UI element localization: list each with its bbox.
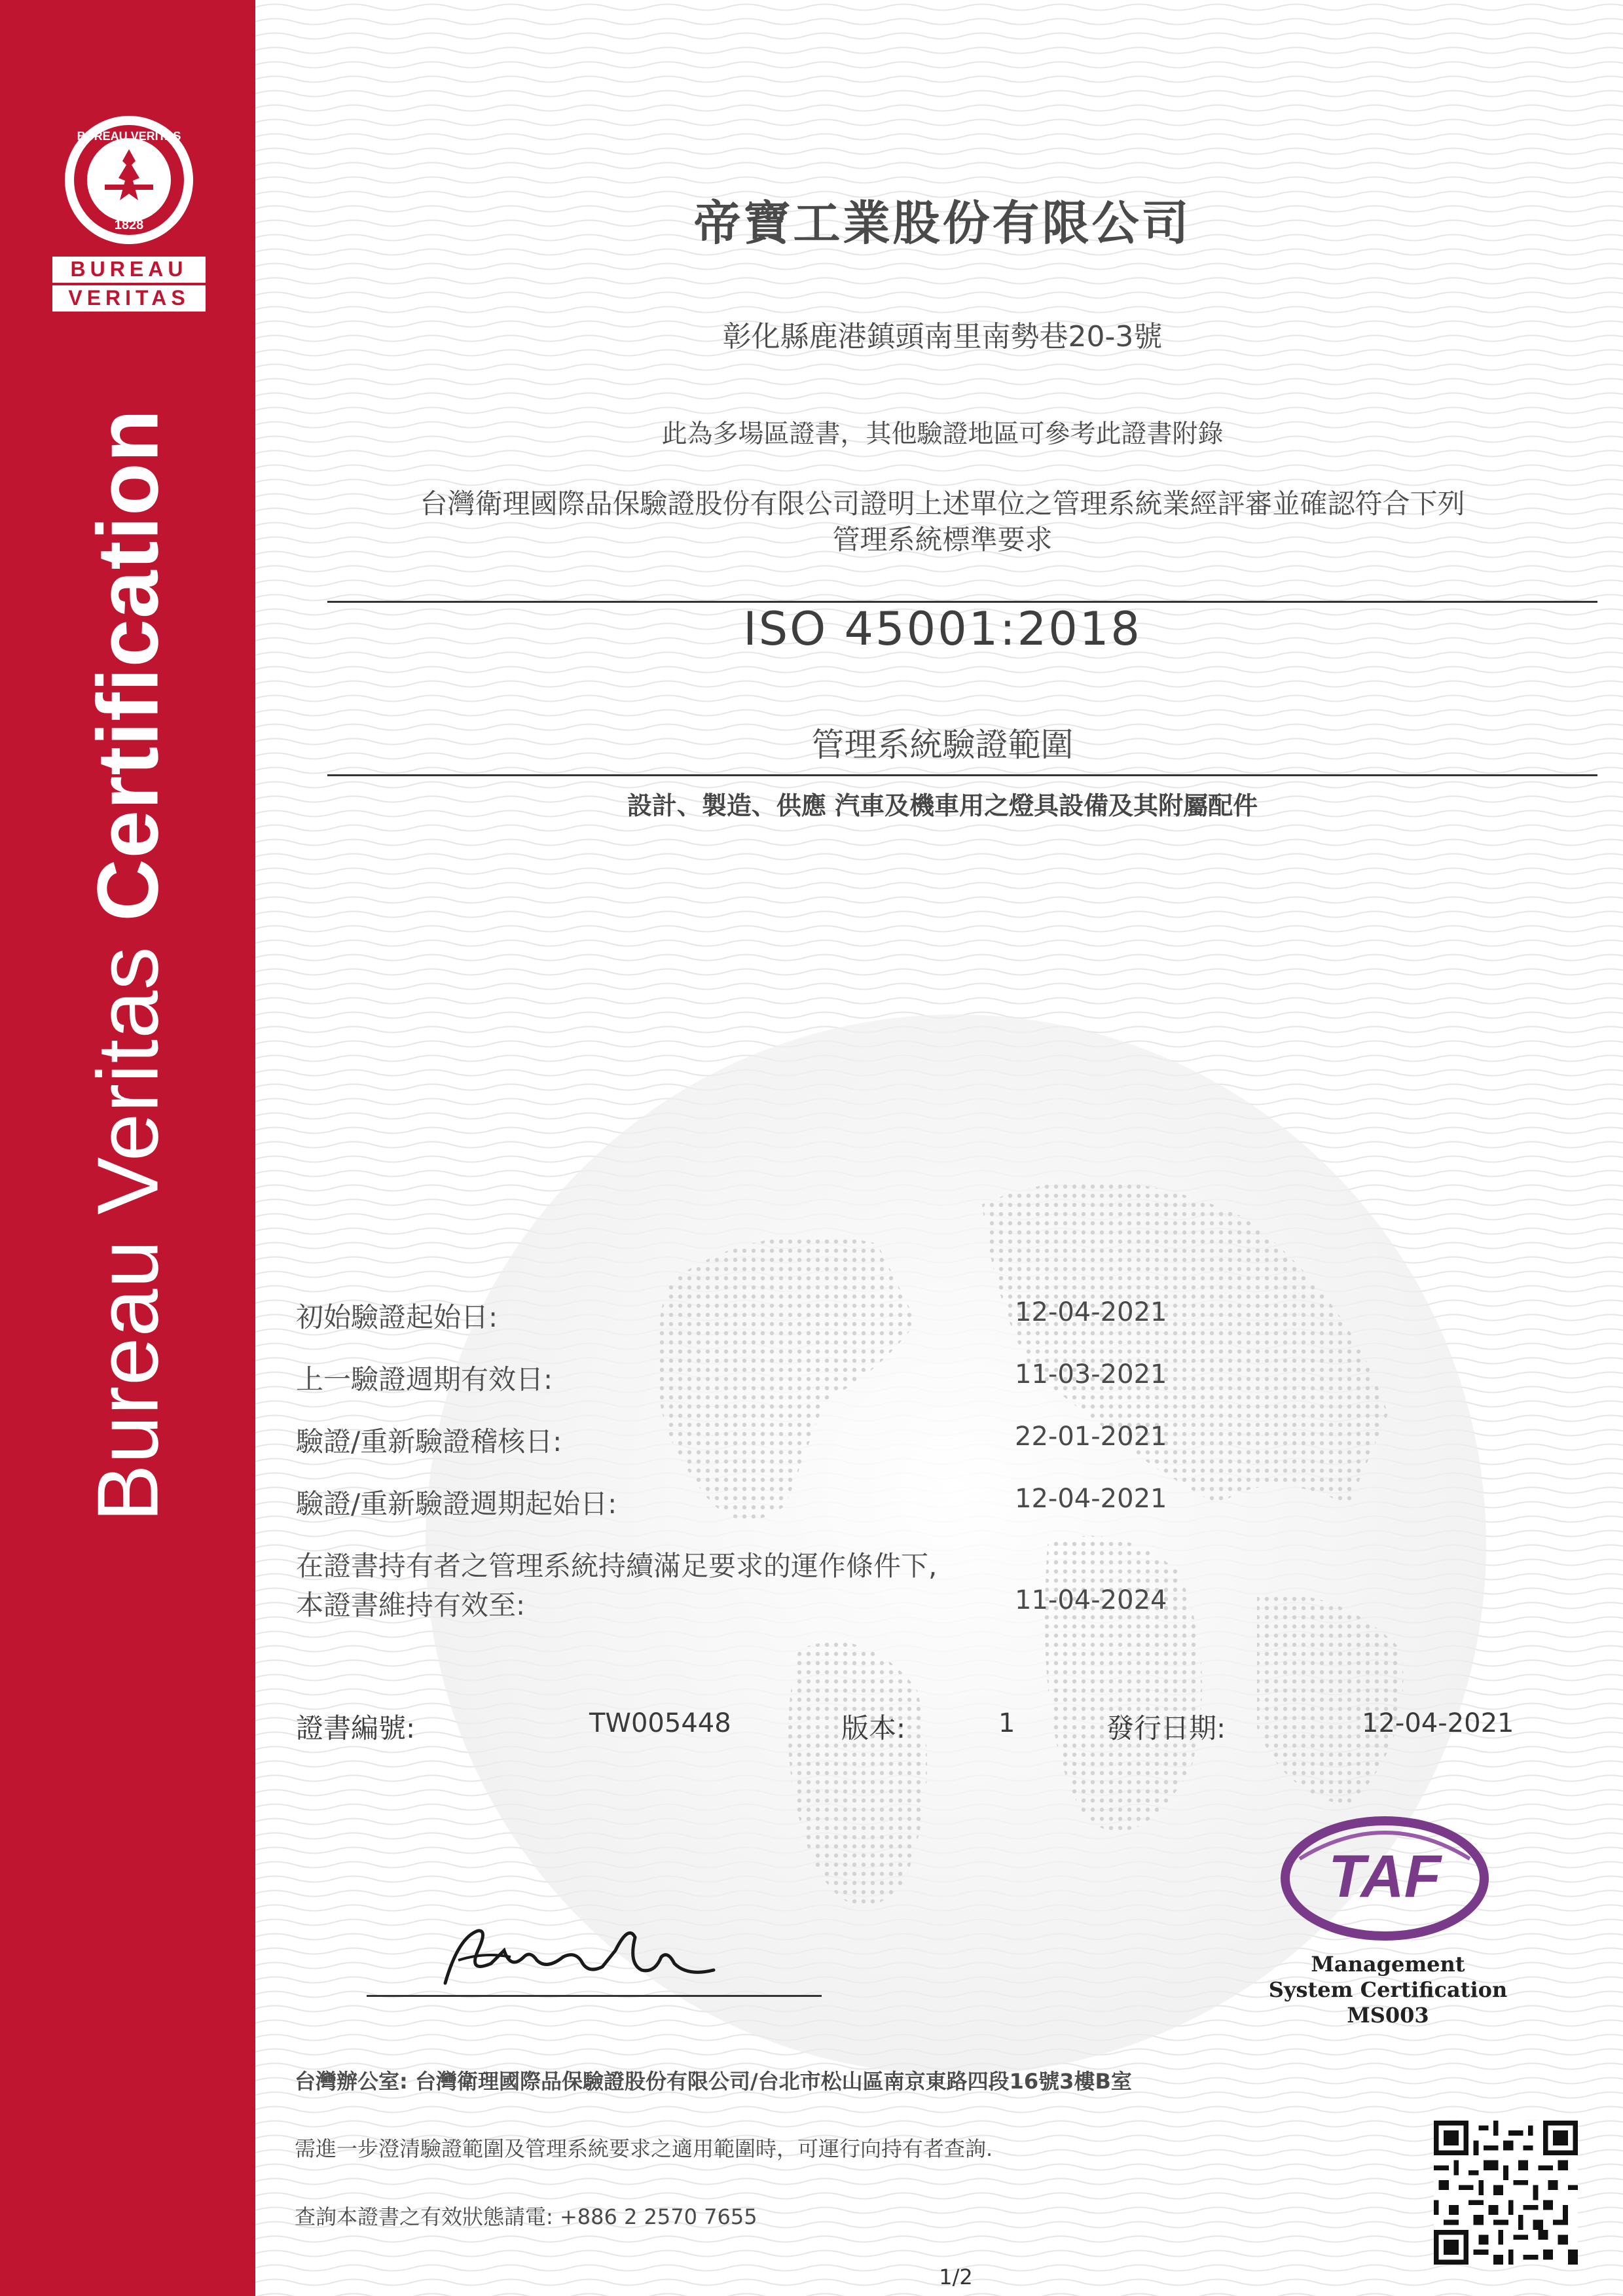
cert-number-value: TW005448 — [589, 1708, 731, 1738]
band-title-light: Bureau Veritas — [79, 921, 176, 1522]
taf-caption-line-3: MS003 — [1347, 2003, 1429, 2028]
expiry-date-label: 本證書維持有效至: — [296, 1589, 526, 1621]
version-value: 1 — [998, 1708, 1015, 1738]
issue-date-label: 發行日期: — [1106, 1712, 1226, 1744]
office-info — [295, 2065, 1132, 2095]
scope-title: 管理系統驗證範圍 — [811, 726, 1074, 764]
company-name: 帝寶工業股份有限公司 — [693, 196, 1192, 251]
standard-title: ISO 45001:2018 — [743, 602, 1142, 656]
office-address: 台灣衛理國際品保驗證股份有限公司/台北市松山區南京東路四段16號3樓B室 — [414, 2069, 1132, 2094]
taf-caption — [1244, 1952, 1532, 2028]
qr-code-icon — [1434, 2121, 1578, 2265]
prev-cycle-expiry-label: 上一驗證週期有效日: — [296, 1363, 553, 1395]
cert-number-label: 證書編號: — [296, 1712, 416, 1744]
bureau-veritas-logo-icon — [47, 111, 211, 314]
validity-condition-line: 在證書持有者之管理系統持續滿足要求的運作條件下, — [296, 1550, 938, 1582]
further-clarification-note: 需進一步澄清驗證範圍及管理系統要求之適用範圍時，可運行向持有者查詢. — [295, 2136, 993, 2161]
statement-line-2: 管理系統標準要求 — [832, 524, 1053, 556]
taf-logo-icon — [1280, 1813, 1489, 1944]
band-title-bold: Certification — [79, 408, 176, 922]
multisite-note: 此為多場區證書，其他驗證地區可參考此證書附錄 — [661, 420, 1224, 449]
band-title — [79, 409, 177, 1522]
office-label: 台灣辦公室: — [295, 2069, 408, 2094]
taf-logo-text: TAF — [1328, 1843, 1442, 1910]
initial-cert-date-value: 12-04-2021 — [1015, 1297, 1167, 1327]
cycle-start-date-value: 12-04-2021 — [1015, 1484, 1167, 1514]
cycle-start-date-label: 驗證/重新驗證週期起始日: — [296, 1488, 617, 1520]
page-number: 1/2 — [939, 2265, 973, 2289]
expiry-date-value: 11-04-2024 — [1015, 1585, 1167, 1615]
logo-word-1: BUREAU — [70, 257, 188, 281]
audit-date-value: 22-01-2021 — [1015, 1422, 1167, 1452]
divider-bottom — [327, 774, 1597, 776]
version-label: 版本: — [841, 1712, 906, 1744]
signature-line — [367, 1995, 822, 1997]
statement-line-1: 台灣衛理國際品保驗證股份有限公司證明上述單位之管理系統業經評審並確認符合下列 — [420, 488, 1465, 520]
certification-statement — [288, 486, 1597, 558]
signature-icon — [432, 1911, 720, 1996]
taf-caption-line-1: Management — [1311, 1952, 1465, 1977]
audit-date-label: 驗證/重新驗證稽核日: — [296, 1426, 562, 1458]
initial-cert-date-label: 初始驗證起始日: — [296, 1301, 498, 1333]
scope-text: 設計、製造、供應 汽車及機車用之燈具設備及其附屬配件 — [627, 791, 1258, 820]
logo-year: 1828 — [114, 218, 144, 232]
status-inquiry-phone: 查詢本證書之有效狀態請電: +886 2 2570 7655 — [295, 2204, 757, 2229]
logo-ring-text: BUREAU VERITAS — [77, 130, 181, 143]
issue-date-value: 12-04-2021 — [1362, 1708, 1514, 1738]
taf-caption-line-2: System Certification — [1268, 1977, 1508, 2002]
logo-word-2: VERITAS — [68, 286, 190, 310]
company-address: 彰化縣鹿港鎮頭南里南勢巷20-3號 — [722, 320, 1163, 353]
prev-cycle-expiry-value: 11-03-2021 — [1015, 1359, 1167, 1390]
